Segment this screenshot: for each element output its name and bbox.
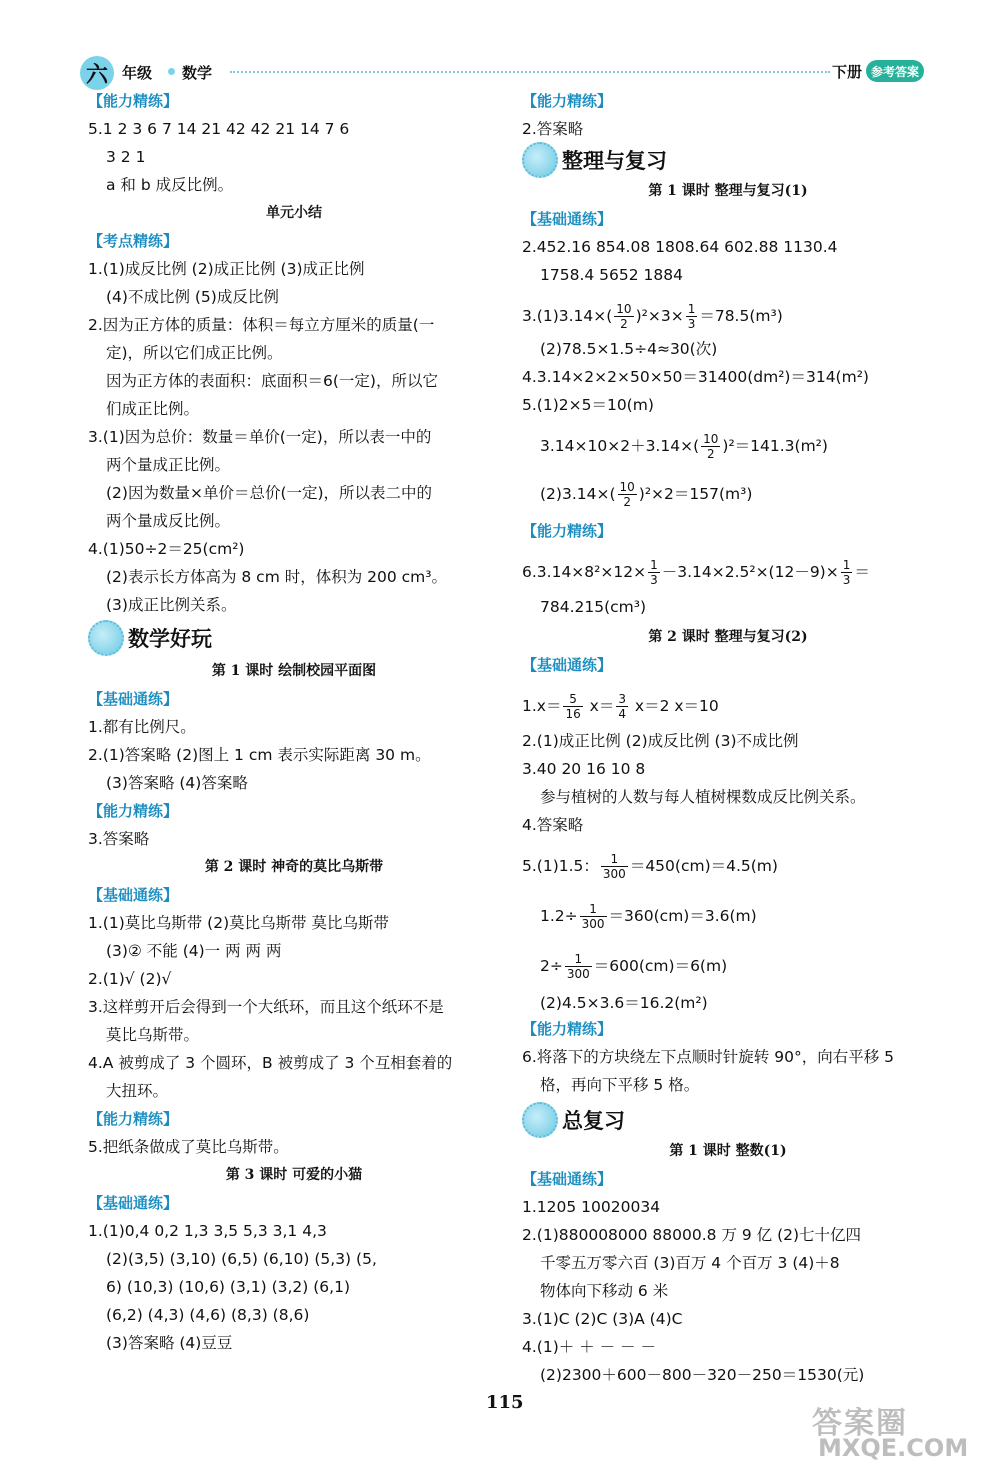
section-tag: 【基础通练】 bbox=[88, 1194, 179, 1212]
fraction bbox=[648, 558, 660, 587]
answer-line: (2)78.5×1.5÷4≈30(次) bbox=[540, 340, 718, 358]
section-tag: 【基础通练】 bbox=[522, 656, 613, 674]
fraction-numerator: 1 bbox=[565, 952, 592, 967]
fraction-denominator: 4 bbox=[618, 707, 626, 721]
formula-text: )²×3× bbox=[635, 307, 684, 325]
answer-line: 5.1 2 3 6 7 14 21 42 42 21 14 7 6 bbox=[88, 120, 350, 138]
section-tag: 【能力精练】 bbox=[88, 802, 179, 820]
fraction-denominator: 16 bbox=[565, 707, 581, 721]
answer-line: 5.把纸条做成了莫比乌斯带。 bbox=[88, 1138, 289, 1156]
fraction bbox=[601, 852, 628, 881]
answer-line: 4.A 被剪成了 3 个圆环，B 被剪成了 3 个互相套着的 bbox=[88, 1054, 453, 1072]
answer-line: 两个量成正比例。 bbox=[106, 456, 231, 474]
answer-line: 参与植树的人数与每人植树棵数成反比例关系。 bbox=[540, 788, 866, 806]
fraction-denominator: 2 bbox=[623, 495, 631, 509]
answer-line: 3.40 20 16 10 8 bbox=[522, 760, 646, 778]
answer-line: 1.(1)成反比例 (2)成正比例 (3)成正比例 bbox=[88, 260, 365, 278]
answer-line: (6,2) (4,3) (4,6) (8,3) (8,6) bbox=[106, 1306, 310, 1324]
lesson-title: 第 3 课时 可爱的小猫 bbox=[225, 1167, 363, 1183]
section-tag: 【基础通练】 bbox=[522, 210, 613, 228]
fraction-denominator: 2 bbox=[706, 447, 715, 461]
formula-text: ＝600(cm)＝6(m) bbox=[593, 957, 728, 975]
fraction bbox=[565, 952, 592, 981]
answer-line: 784.215(cm³) bbox=[540, 598, 647, 616]
answer-line: 6.将落下的方块绕左下点顺时针旋转 90°，向右平移 5 bbox=[522, 1048, 894, 1066]
header-dotted-rule bbox=[230, 71, 830, 73]
answer-line: 2.(1)√ (2)√ bbox=[88, 970, 172, 988]
formula-line bbox=[540, 432, 828, 461]
fraction bbox=[701, 432, 720, 461]
answer-line: 4.答案略 bbox=[522, 816, 584, 834]
answer-key-tag: 参考答案 bbox=[866, 60, 924, 82]
formula-text: ＝360(cm)＝3.6(m) bbox=[608, 907, 757, 925]
section-title: 整理与复习 bbox=[562, 149, 667, 173]
lesson-title: 第 1 课时 整理与复习(1) bbox=[648, 183, 808, 199]
answer-line: a 和 b 成反比例。 bbox=[106, 176, 234, 194]
answer-line: 千零五万零六百 (3)百万 4 个百万 3 (4)＋8 bbox=[540, 1254, 840, 1272]
answer-line: 1.1205 10020034 bbox=[522, 1198, 661, 1216]
answer-line: (3)② 不能 (4)一 两 两 两 bbox=[106, 942, 282, 960]
fraction-numerator: 1 bbox=[687, 302, 696, 316]
section-tag: 【考点精练】 bbox=[88, 232, 179, 250]
fraction-numerator: 1 bbox=[580, 902, 607, 917]
answer-line: (3)答案略 (4)答案略 bbox=[106, 774, 248, 792]
answer-line: 大扭环。 bbox=[106, 1082, 169, 1100]
section-heading bbox=[522, 142, 667, 178]
answer-line: (3)答案略 (4)豆豆 bbox=[106, 1334, 233, 1352]
formula-text: －3.14×2.5²×(12－9)× bbox=[661, 563, 839, 581]
formula-line bbox=[540, 480, 752, 509]
globe-icon bbox=[88, 620, 124, 656]
answer-line: (2)4.5×3.6＝16.2(m²) bbox=[540, 994, 708, 1012]
formula-text: 3.(1)3.14×( bbox=[522, 307, 613, 325]
answer-line: 3.(1)C (2)C (3)A (4)C bbox=[522, 1310, 683, 1328]
formula-text: ＝ bbox=[854, 563, 870, 581]
fraction bbox=[841, 558, 853, 587]
section-tag: 【能力精练】 bbox=[522, 92, 613, 110]
answer-line: 2.(1)成正比例 (2)成反比例 (3)不成比例 bbox=[522, 732, 799, 750]
section-tag: 【能力精练】 bbox=[522, 1020, 613, 1038]
answer-line: 3 2 1 bbox=[106, 148, 146, 166]
fraction bbox=[563, 692, 582, 721]
answer-line: 两个量成反比例。 bbox=[106, 512, 231, 530]
formula-line bbox=[522, 692, 719, 721]
fraction bbox=[616, 692, 628, 721]
section-title: 总复习 bbox=[562, 1109, 625, 1133]
fraction-denominator: 300 bbox=[581, 917, 605, 931]
answer-line: 3.答案略 bbox=[88, 830, 150, 848]
fraction-denominator: 3 bbox=[650, 573, 658, 587]
answer-line: 莫比乌斯带。 bbox=[106, 1026, 200, 1044]
answer-line: 3.(1)因为总价：数量＝单价(一定)，所以表一中的 bbox=[88, 428, 432, 446]
formula-text: 3.14×10×2＋3.14×( bbox=[540, 437, 700, 455]
formula-text: ＝78.5(m³) bbox=[699, 307, 783, 325]
answer-line: 1.(1)莫比乌斯带 (2)莫比乌斯带 莫比乌斯带 bbox=[88, 914, 390, 932]
section-title: 数学好玩 bbox=[128, 627, 212, 651]
grade-label: 年级 bbox=[122, 64, 153, 82]
lesson-title: 第 2 课时 神奇的莫比乌斯带 bbox=[204, 859, 384, 875]
answer-line: (2)因为数量×单价＝总价(一定)，所以表二中的 bbox=[106, 484, 433, 502]
answer-line: (2)2300＋600－800－320－250＝1530(元) bbox=[540, 1366, 865, 1384]
formula-text: 2÷ bbox=[540, 957, 563, 975]
fraction-numerator: 10 bbox=[616, 302, 632, 316]
lesson-title: 第 1 课时 整数(1) bbox=[669, 1143, 787, 1159]
formula-line bbox=[540, 952, 727, 981]
formula-text: (2)3.14×( bbox=[540, 485, 616, 503]
answer-line: 2.因为正方体的质量：体积＝每立方厘米的质量(一 bbox=[88, 316, 435, 334]
answer-line: 4.3.14×2×2×50×50＝31400(dm²)＝314(m²) bbox=[522, 368, 869, 386]
fraction-numerator: 1 bbox=[601, 852, 628, 867]
answer-line: 5.(1)2×5＝10(m) bbox=[522, 396, 654, 414]
formula-text: )²×2＝157(m³) bbox=[638, 485, 753, 503]
answer-line: 2.(1)答案略 (2)图上 1 cm 表示实际距离 30 m。 bbox=[88, 746, 431, 764]
answer-line: 6) (10,3) (10,6) (3,1) (3,2) (6,1) bbox=[106, 1278, 350, 1296]
lesson-title: 第 1 课时 绘制校园平面图 bbox=[211, 663, 377, 679]
lesson-title: 第 2 课时 整理与复习(2) bbox=[648, 629, 808, 645]
answer-line: 们成正比例。 bbox=[106, 400, 200, 418]
page-header bbox=[80, 56, 930, 90]
volume-label: 下册 bbox=[832, 63, 863, 81]
answer-line: 1.都有比例尺。 bbox=[88, 718, 196, 736]
separator-dot bbox=[168, 68, 175, 75]
answer-line: 2.(1)880008000 88000.8 万 9 亿 (2)七十亿四 bbox=[522, 1226, 862, 1244]
watermark bbox=[812, 1398, 969, 1462]
fraction-denominator: 300 bbox=[566, 967, 590, 981]
formula-text: 6.3.14×8²×12× bbox=[522, 563, 647, 581]
fraction-numerator: 3 bbox=[618, 692, 626, 706]
watermark-url: MXQE.COM bbox=[818, 1434, 969, 1462]
fraction-numerator: 10 bbox=[703, 432, 719, 446]
fraction-numerator: 5 bbox=[563, 692, 582, 707]
fraction-denominator: 3 bbox=[842, 573, 851, 587]
section-tag: 【能力精练】 bbox=[88, 1110, 179, 1128]
answer-line: 4.(1)＋ ＋ － － － bbox=[522, 1338, 656, 1356]
section-tag: 【能力精练】 bbox=[88, 92, 179, 110]
formula-text: 1.x＝ bbox=[522, 697, 562, 715]
answer-line: 3.这样剪开后会得到一个大纸环，而且这个纸环不是 bbox=[88, 998, 444, 1016]
globe-icon bbox=[522, 142, 558, 178]
answer-line: (3)成正比例关系。 bbox=[106, 596, 237, 614]
formula-line bbox=[522, 852, 778, 881]
answer-line: 物体向下移动 6 米 bbox=[540, 1282, 669, 1300]
watermark-text: 答案圈 bbox=[812, 1406, 908, 1441]
answer-line: (2)表示长方体高为 8 cm 时，体积为 200 cm³。 bbox=[106, 568, 447, 586]
grade-badge: 六 bbox=[80, 56, 114, 90]
fraction-denominator: 300 bbox=[602, 867, 626, 881]
answer-line: 2.452.16 854.08 1808.64 602.88 1130.4 bbox=[522, 238, 838, 256]
formula-line bbox=[522, 302, 783, 331]
section-heading bbox=[88, 620, 212, 656]
formula-text: ＝450(cm)＝4.5(m) bbox=[629, 857, 778, 875]
fraction bbox=[618, 480, 637, 509]
section-tag: 【基础通练】 bbox=[88, 690, 179, 708]
section-heading bbox=[522, 1102, 625, 1138]
formula-text: x＝2 x＝10 bbox=[630, 697, 719, 715]
answer-line: 定)，所以它们成正比例。 bbox=[106, 344, 283, 362]
section-tag: 【能力精练】 bbox=[522, 522, 613, 540]
fraction-numerator: 1 bbox=[842, 558, 851, 572]
answer-line: 2.答案略 bbox=[522, 120, 584, 138]
fraction bbox=[614, 302, 633, 331]
fraction-numerator: 10 bbox=[619, 480, 635, 494]
answer-line: 格，再向下平移 5 格。 bbox=[540, 1076, 700, 1094]
formula-text: x＝ bbox=[584, 697, 615, 715]
formula-text: )²＝141.3(m²) bbox=[722, 437, 828, 455]
answer-line: 1758.4 5652 1884 bbox=[540, 266, 683, 284]
formula-text: 1.2÷ bbox=[540, 907, 578, 925]
answer-line: 4.(1)50÷2＝25(cm²) bbox=[88, 540, 245, 558]
section-tag: 【基础通练】 bbox=[522, 1170, 613, 1188]
subject-label: 数学 bbox=[182, 64, 213, 82]
fraction-denominator: 3 bbox=[687, 317, 696, 331]
answer-line: (4)不成比例 (5)成反比例 bbox=[106, 288, 279, 306]
fraction bbox=[686, 302, 698, 331]
fraction-numerator: 1 bbox=[650, 558, 658, 572]
fraction-denominator: 2 bbox=[620, 317, 628, 331]
formula-line bbox=[540, 902, 757, 931]
unit-summary-title: 单元小结 bbox=[266, 205, 322, 221]
fraction bbox=[580, 902, 607, 931]
formula-text: 5.(1)1.5： bbox=[522, 857, 599, 875]
answer-line: 因为正方体的表面积：底面积＝6(一定)，所以它 bbox=[106, 372, 438, 390]
formula-line bbox=[522, 558, 870, 587]
answer-line: (2)(3,5) (3,10) (6,5) (6,10) (5,3) (5, bbox=[106, 1250, 377, 1268]
section-tag: 【基础通练】 bbox=[88, 886, 179, 904]
page-number: 115 bbox=[486, 1392, 524, 1413]
globe-icon bbox=[522, 1102, 558, 1138]
answer-line: 1.(1)0,4 0,2 1,3 3,5 5,3 3,1 4,3 bbox=[88, 1222, 327, 1240]
